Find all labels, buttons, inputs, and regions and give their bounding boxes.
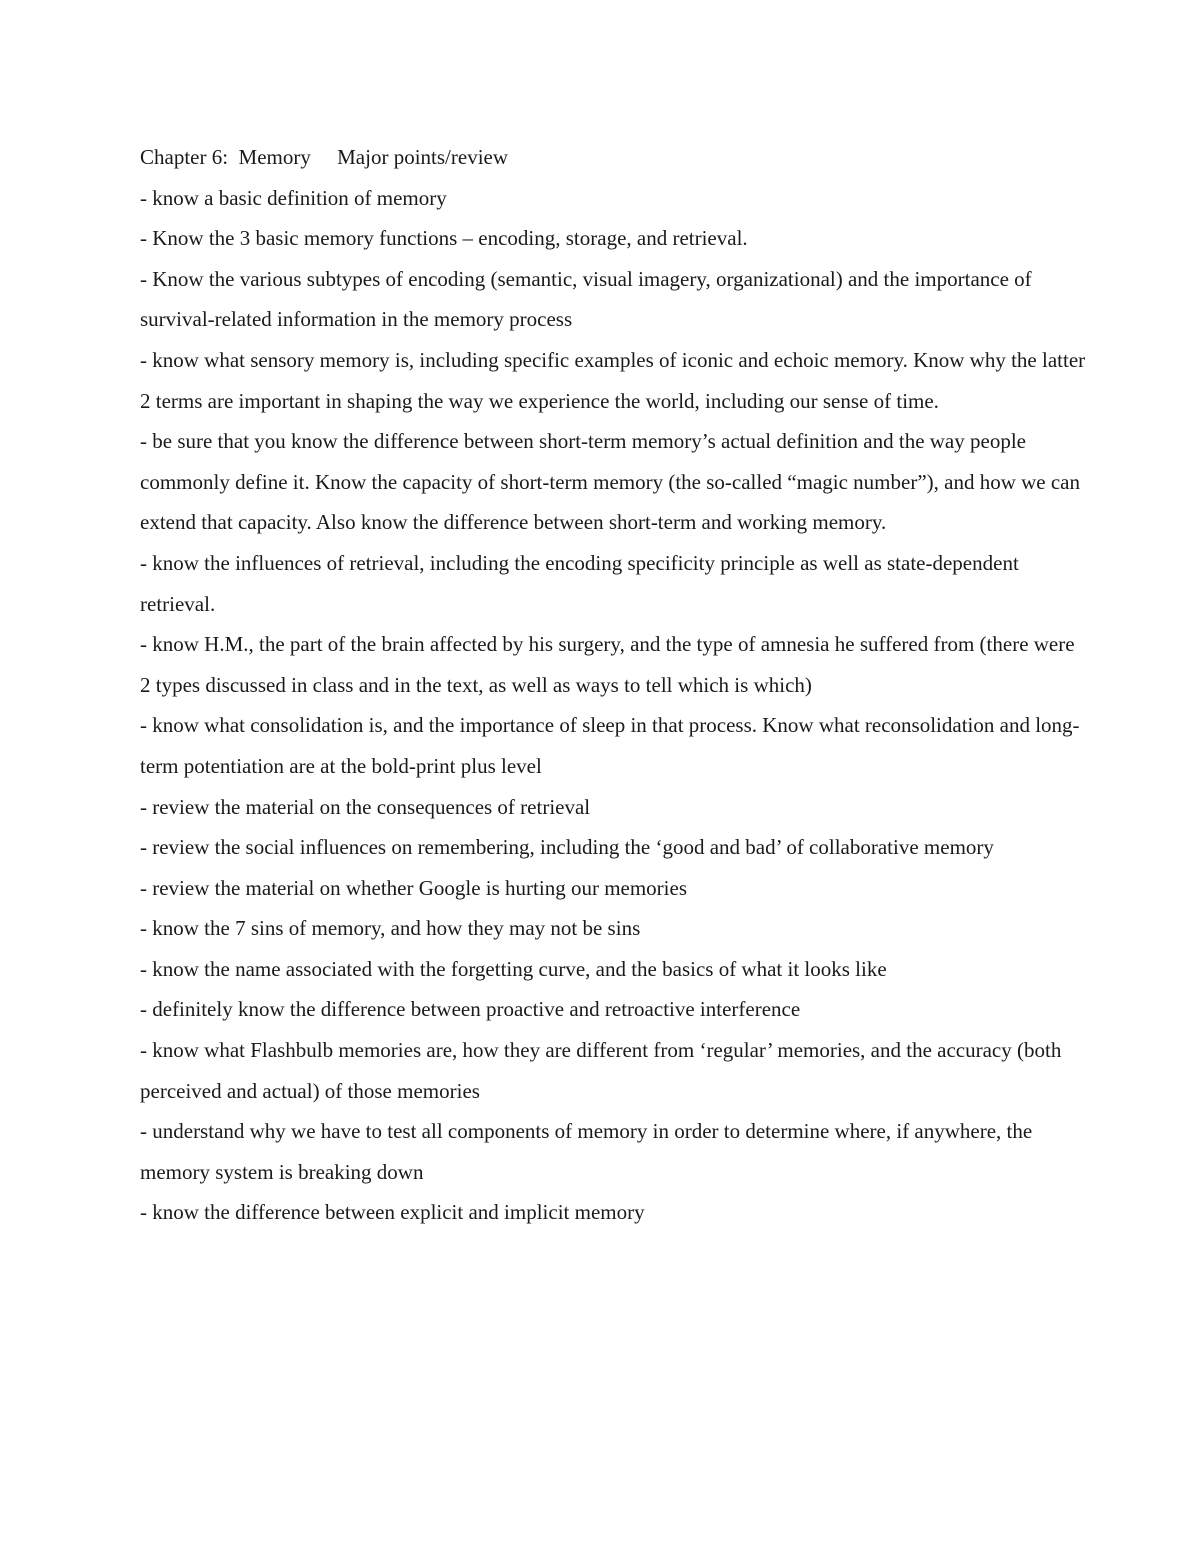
list-item: - Know the various subtypes of encoding (semantic, visual imagery, organizational) and the importance of survival-related information in the memory process — [140, 266, 1032, 332]
list-item: - know a basic definition of memory — [140, 185, 447, 210]
list-item: - know the name associated with the forgetting curve, and the basics of what it looks like — [140, 956, 887, 981]
list-item: - review the material on whether Google is hurting our memories — [140, 875, 688, 900]
list-item: - review the social influences on remembering, including the ‘good and bad’ of collaborative memory — [140, 835, 994, 860]
list-item: - know what Flashbulb memories are, how they are different from ‘regular’ memories, and the accuracy (both perceived and actual) of those memories — [140, 1038, 1062, 1103]
document-body — [140, 137, 1090, 1233]
list-item: - Know the 3 basic memory functions – encoding, storage, and retrieval. — [140, 226, 748, 251]
list-item: - know the influences of retrieval, including the encoding specificity principle as well as state-dependent retrieval. — [140, 550, 1019, 616]
list-item: - review the material on the consequences of retrieval — [140, 794, 591, 819]
list-item: - know H.M., the part of the brain affected by his surgery, and the type of amnesia he suffered from (there were 2 types discussed in class and in the text, as well as ways to tell which is which) — [140, 632, 1075, 697]
document-heading: Chapter 6: Memory Major points/review — [140, 145, 509, 169]
list-item: - know what consolidation is, and the importance of sleep in that process. Know what reconsolidation and long-term potentiation are at the bold-print plus level — [140, 713, 1080, 778]
list-item: - know the 7 sins of memory, and how they may not be sins — [140, 916, 641, 941]
list-item: - know the difference between explicit and implicit memory — [140, 1200, 645, 1225]
list-item: - be sure that you know the difference between short-term memory’s actual definition and the way people commonly define it. Know the capacity of short-term memory (the so-called “magic number”), and how we can extend that capacity. Also know the difference between short-term and working memory. — [140, 429, 1081, 535]
list-item: - know what sensory memory is, including specific examples of iconic and echoic memory. Know why the latter 2 terms are important in shaping the way we experience the world, including our sense of time. — [140, 347, 1086, 413]
list-item: - definitely know the difference between proactive and retroactive interference — [140, 997, 801, 1022]
list-item: - understand why we have to test all components of memory in order to determine where, if anywhere, the memory system is breaking down — [140, 1119, 1033, 1184]
